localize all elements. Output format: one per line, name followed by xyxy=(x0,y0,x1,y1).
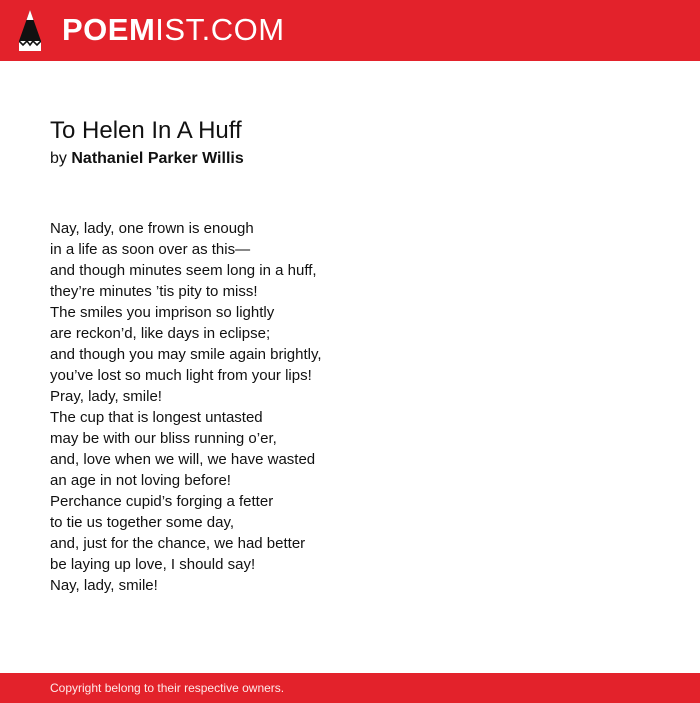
poem-line: are reckon’d, like days in eclipse; xyxy=(50,325,271,342)
poem-title: To Helen In A Huff xyxy=(50,117,242,144)
poem-line: and though you may smile again brightly, xyxy=(50,346,322,363)
poem-line: you’ve lost so much light from your lips! xyxy=(50,367,312,384)
poem-line: and, just for the chance, we had better xyxy=(50,535,306,552)
poem-byline xyxy=(50,148,244,170)
poem-line: Pray, lady, smile! xyxy=(50,388,162,405)
poem-line: and though minutes seem long in a huff, xyxy=(50,262,317,279)
logo-text-bold: POEM xyxy=(62,12,156,47)
poem-line: in a life as soon over as this— xyxy=(50,241,251,258)
poem-line: be laying up love, I should say! xyxy=(50,556,256,573)
logo-text-light: IST.COM xyxy=(155,12,285,47)
poem-line: Nay, lady, one frown is enough xyxy=(50,220,254,237)
byline-prefix: by xyxy=(50,150,67,167)
poem-line: Perchance cupid’s forging a fetter xyxy=(50,493,274,510)
pencil-icon xyxy=(19,10,41,51)
poem-line: an age in not loving before! xyxy=(50,472,231,489)
poem-line: The smiles you imprison so lightly xyxy=(50,304,275,321)
site-footer xyxy=(0,673,700,703)
poem-line: to tie us together some day, xyxy=(50,514,234,531)
poem-body xyxy=(50,218,322,596)
site-logo[interactable] xyxy=(62,12,285,48)
copyright-notice: Copyright belong to their respective owners. xyxy=(50,681,285,695)
poem-line: they’re minutes ’tis pity to miss! xyxy=(50,283,258,300)
poem-line: and, love when we will, we have wasted xyxy=(50,451,316,468)
poem-line: Nay, lady, smile! xyxy=(50,577,158,594)
poem-author: Nathaniel Parker Willis xyxy=(71,150,244,167)
poem-line: may be with our bliss running o’er, xyxy=(50,430,277,447)
poem-line: The cup that is longest untasted xyxy=(50,409,263,426)
site-header xyxy=(0,0,700,61)
